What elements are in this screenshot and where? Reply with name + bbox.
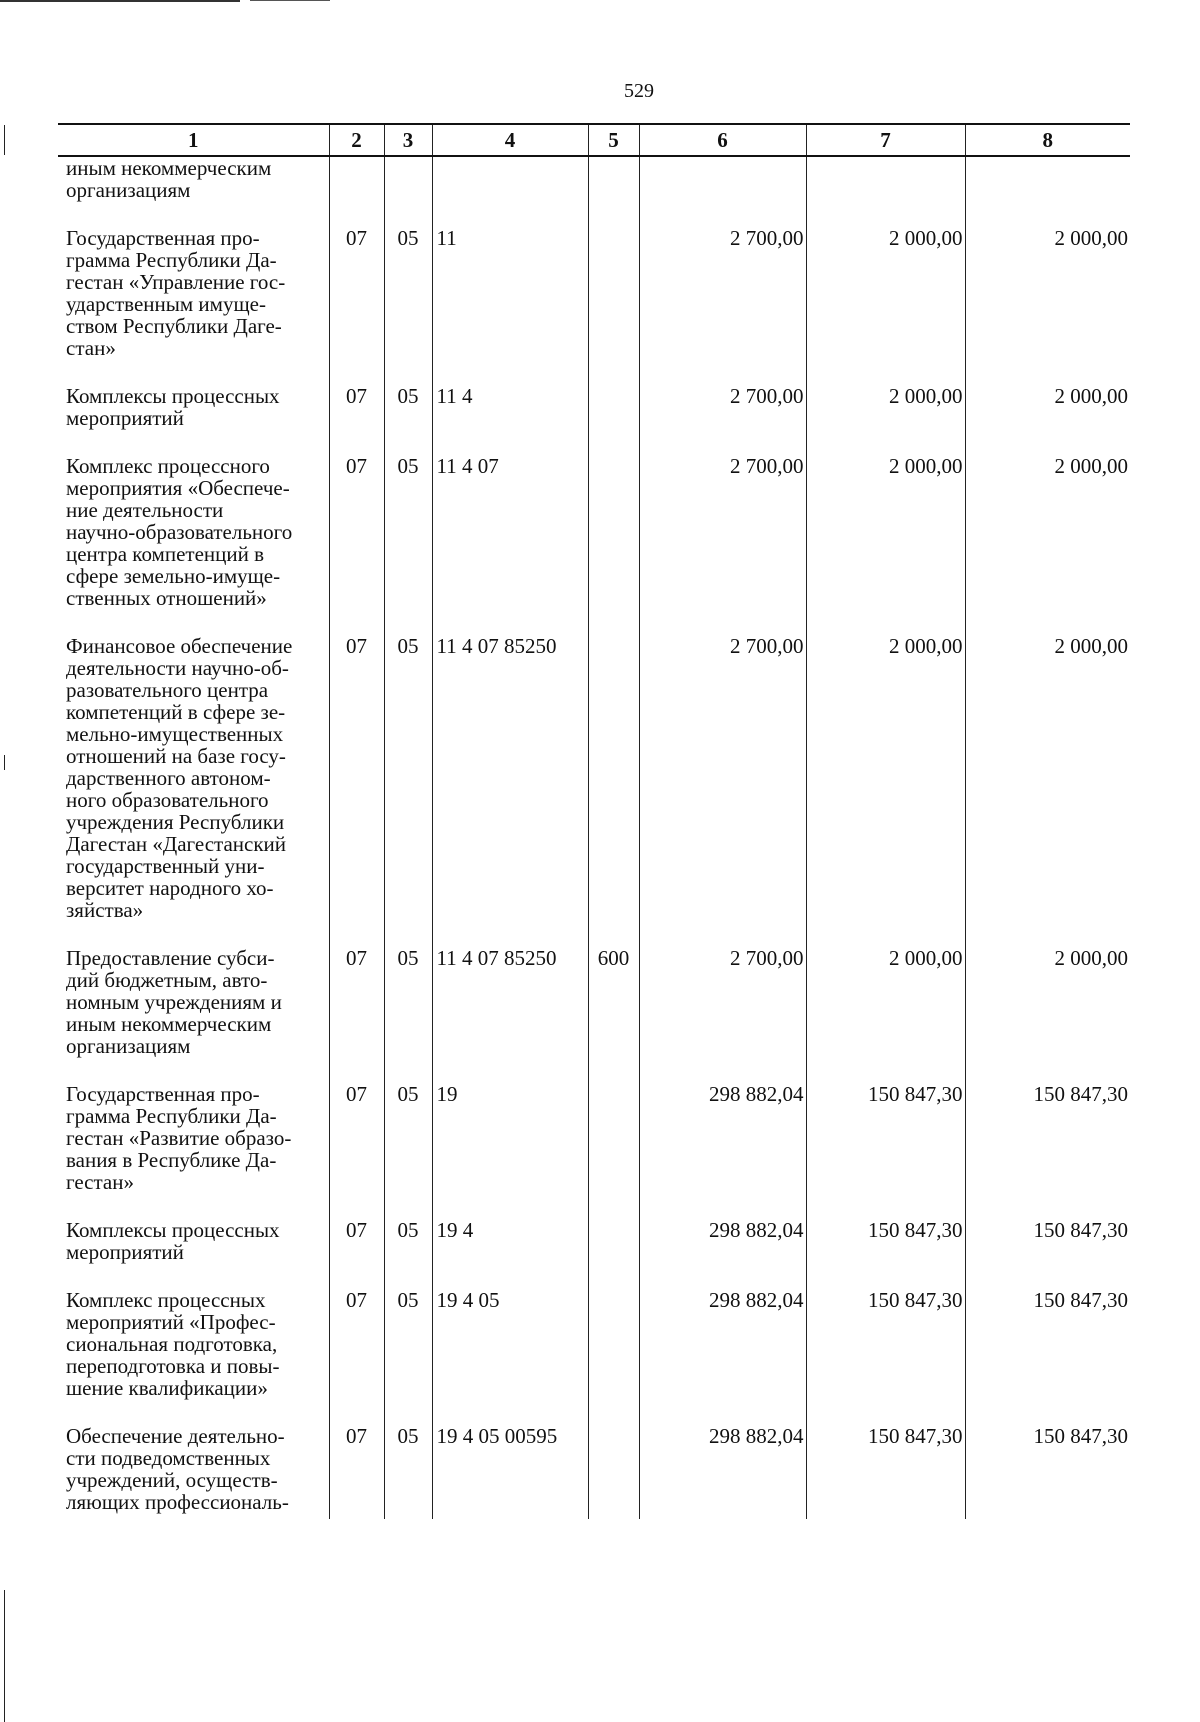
amount-col8: 2 000,00 (965, 635, 1130, 947)
section-code: 07 (329, 227, 384, 385)
table-header (58, 124, 1130, 156)
target-article-code: 19 (432, 1083, 588, 1219)
section-code: 07 (329, 947, 384, 1083)
section-code: 07 (329, 1219, 384, 1289)
scan-top-rule-2 (250, 0, 330, 1)
amount-col7: 150 847,30 (806, 1289, 965, 1425)
table-row (58, 1289, 1130, 1425)
item-name: иным некоммерческим организациям (66, 156, 272, 202)
target-article-code: 11 (432, 227, 588, 385)
amount-col7: 2 000,00 (806, 385, 965, 455)
target-article-code: 11 4 07 (432, 455, 588, 635)
budget-table (58, 123, 1130, 1519)
amount-col7: 2 000,00 (806, 455, 965, 635)
amount-col8: 2 000,00 (965, 947, 1130, 1083)
table-row (58, 385, 1130, 455)
expense-type-code (588, 227, 639, 385)
expense-type-code: 600 (588, 947, 639, 1083)
subsection-code (384, 156, 432, 227)
page-number: 529 (624, 80, 654, 102)
target-article-code: 19 4 05 (432, 1289, 588, 1425)
expense-type-code (588, 1289, 639, 1425)
column-header: 1 (58, 124, 329, 156)
target-article-code: 19 4 (432, 1219, 588, 1289)
subsection-code: 05 (384, 385, 432, 455)
column-header: 4 (432, 124, 588, 156)
expense-type-code (588, 1083, 639, 1219)
table-row (58, 947, 1130, 1083)
amount-col6: 2 700,00 (639, 227, 806, 385)
amount-col7: 150 847,30 (806, 1219, 965, 1289)
target-article-code: 11 4 (432, 385, 588, 455)
expense-type-code (588, 455, 639, 635)
table-body (58, 156, 1130, 1519)
amount-col8: 150 847,30 (965, 1219, 1130, 1289)
amount-col8: 150 847,30 (965, 1289, 1130, 1425)
table-row (58, 1219, 1130, 1289)
target-article-code (432, 156, 588, 227)
expense-type-code (588, 385, 639, 455)
amount-col6: 298 882,04 (639, 1083, 806, 1219)
table-row (58, 1425, 1130, 1519)
section-code: 07 (329, 635, 384, 947)
amount-col8 (965, 156, 1130, 227)
item-name: Комплексы процессных мероприятий (66, 384, 280, 430)
section-code: 07 (329, 455, 384, 635)
table-row (58, 635, 1130, 947)
section-code: 07 (329, 1083, 384, 1219)
column-header: 7 (806, 124, 965, 156)
amount-col7: 2 000,00 (806, 227, 965, 385)
amount-col8: 150 847,30 (965, 1425, 1130, 1519)
amount-col6: 2 700,00 (639, 635, 806, 947)
amount-col8: 2 000,00 (965, 455, 1130, 635)
subsection-code: 05 (384, 1219, 432, 1289)
target-article-code: 11 4 07 85250 (432, 635, 588, 947)
subsection-code: 05 (384, 1289, 432, 1425)
item-name: Комплекс процессного мероприятия «Обеспече- ние деятельности научно-образовательного центра компетенций в сфере земельно-имуще- ственных отношений» (66, 454, 293, 610)
amount-col6: 298 882,04 (639, 1289, 806, 1425)
target-article-code: 19 4 05 00595 (432, 1425, 588, 1519)
amount-col7: 2 000,00 (806, 947, 965, 1083)
subsection-code: 05 (384, 947, 432, 1083)
subsection-code: 05 (384, 227, 432, 385)
expense-type-code (588, 635, 639, 947)
amount-col6: 2 700,00 (639, 455, 806, 635)
table-row (58, 455, 1130, 635)
item-name: Обеспечение деятельно- сти подведомственных учреждений, осуществ- ляющих профессиональ- (66, 1424, 289, 1514)
section-code: 07 (329, 1289, 384, 1425)
amount-col7 (806, 156, 965, 227)
amount-col8: 2 000,00 (965, 385, 1130, 455)
table-row (58, 227, 1130, 385)
amount-col6: 298 882,04 (639, 1425, 806, 1519)
amount-col6: 298 882,04 (639, 1219, 806, 1289)
column-header: 3 (384, 124, 432, 156)
scan-top-rule (0, 0, 240, 2)
target-article-code: 11 4 07 85250 (432, 947, 588, 1083)
amount-col7: 150 847,30 (806, 1425, 965, 1519)
subsection-code: 05 (384, 1083, 432, 1219)
column-header: 2 (329, 124, 384, 156)
section-code: 07 (329, 1425, 384, 1519)
column-header: 8 (965, 124, 1130, 156)
item-name: Государственная про- грамма Республики Да- гестан «Управление гос- ударственным имуще- ством Республики Даге- стан» (66, 226, 286, 360)
amount-col6: 2 700,00 (639, 947, 806, 1083)
amount-col8: 2 000,00 (965, 227, 1130, 385)
table-row (58, 1083, 1130, 1219)
expense-type-code (588, 156, 639, 227)
item-name: Финансовое обеспечение деятельности научно-об- разовательного центра компетенций в сфере зе- мельно-имущественных отношений на базе госу- дарственного автоном- ного образовательного учреждения Республики Дагестан «Дагестанский государственный уни- верситет народного хо- зяйства» (66, 634, 293, 922)
scan-left-mark (4, 1590, 5, 1722)
item-name: Комплекс процессных мероприятий «Профес- сиональная подготовка, переподготовка и повы- шение квалификации» (66, 1288, 280, 1400)
amount-col6 (639, 156, 806, 227)
expense-type-code (588, 1425, 639, 1519)
scan-left-mark (4, 125, 5, 155)
amount-col8: 150 847,30 (965, 1083, 1130, 1219)
item-name: Государственная про- грамма Республики Да- гестан «Развитие образо- вания в Республике Да- гестан» (66, 1082, 292, 1194)
section-code (329, 156, 384, 227)
amount-col7: 150 847,30 (806, 1083, 965, 1219)
subsection-code: 05 (384, 455, 432, 635)
header-row (58, 124, 1130, 156)
item-name: Предоставление субси- дий бюджетным, авто- номным учреждениям и иным некоммерческим организациям (66, 946, 282, 1058)
expense-type-code (588, 1219, 639, 1289)
subsection-code: 05 (384, 635, 432, 947)
column-header: 5 (588, 124, 639, 156)
subsection-code: 05 (384, 1425, 432, 1519)
amount-col7: 2 000,00 (806, 635, 965, 947)
table-row (58, 156, 1130, 227)
amount-col6: 2 700,00 (639, 385, 806, 455)
item-name: Комплексы процессных мероприятий (66, 1218, 280, 1264)
scan-left-mark (4, 755, 5, 770)
section-code: 07 (329, 385, 384, 455)
column-header: 6 (639, 124, 806, 156)
